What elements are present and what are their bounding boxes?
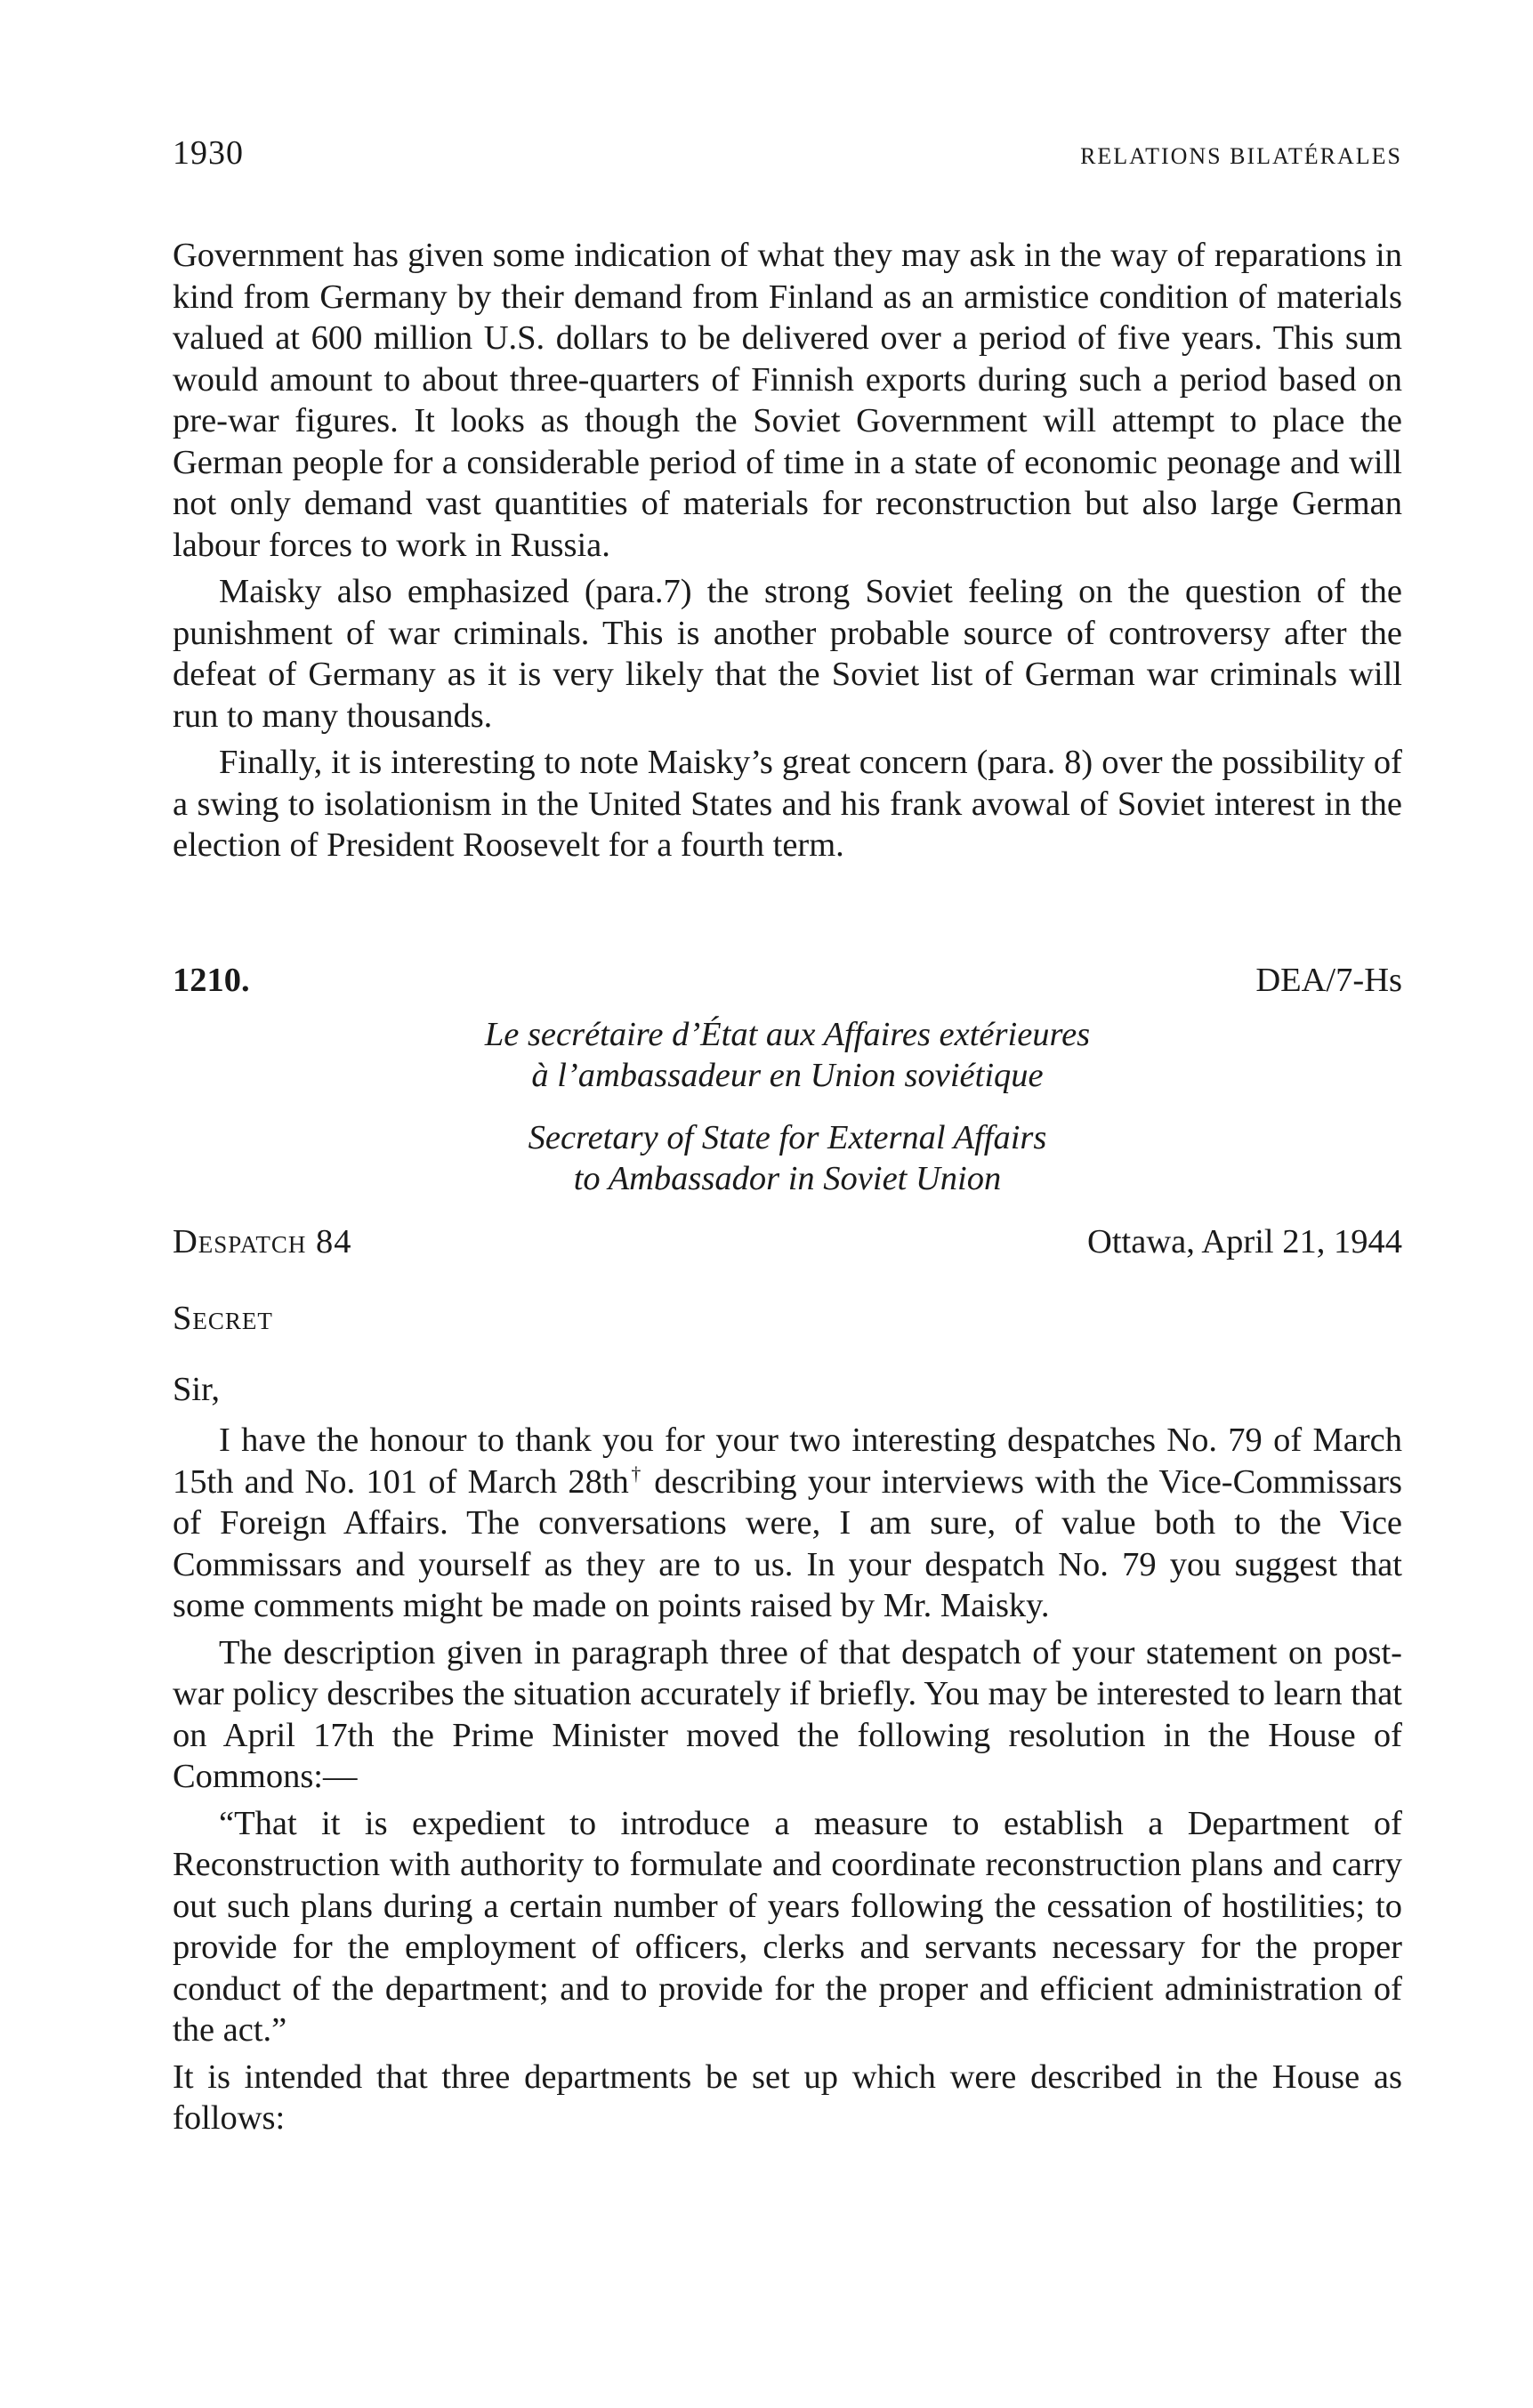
body-paragraph-4: It is intended that three departments be set up which were described in the House as follows: <box>173 2058 1402 2137</box>
despatch-label: Despatch 84 <box>173 1223 352 1260</box>
title-english-line-1: Secretary of State for External Affairs <box>528 1119 1047 1156</box>
file-reference: DEA/7-Hs <box>1255 962 1402 999</box>
running-head: RELATIONS BILATÉRALES <box>1080 143 1402 169</box>
document-title-english <box>173 1117 1402 1199</box>
continued-text <box>173 235 1402 866</box>
classification-row <box>173 1299 1402 1338</box>
body-paragraph-1-part-1: I have the honour to thank you for your two interesting despatches No. 79 of March 15th and No. 101 of March 28th <box>173 1421 1402 1501</box>
page-number: 1930 <box>173 134 244 172</box>
salutation-row <box>173 1370 1402 1409</box>
continued-paragraph-2: Maisky also emphasized (para.7) the strong Soviet feeling on the question of the punishment of war criminals. This is another probable source of controversy after the defeat of Germany as it is very likely that the Soviet list of German war criminals will run to many thousands. <box>173 573 1402 735</box>
document-title-french <box>173 1014 1402 1096</box>
classification: Secret <box>173 1300 273 1337</box>
despatch-row <box>173 1222 1402 1261</box>
place-date: Ottawa, April 21, 1944 <box>1087 1223 1402 1260</box>
title-french-line-1: Le secrétaire d’État aux Affaires extérieures <box>484 1016 1091 1053</box>
body-paragraph-2: The description given in paragraph three of that despatch of your statement on post-war policy describes the situation accurately if briefly. You may be interested to learn that on April 17th the Prime Minister moved the following resolution in the House of Commons:— <box>173 1633 1402 1795</box>
continued-paragraph-1: Government has given some indication of what they may ask in the way of reparations in kind from Germany by their demand from Finland as an armistice condition of materials valued at 600 million U.S. dollars to be delivered over a period of five years. This sum would amount to about three-quarters of Finnish exports during such a period based on pre-war figures. It looks as though the Soviet Government will attempt to place the German people for a considerable period of time in a state of economic peonage and will not only demand vast quantities of materials for reconstruction but also large German labour forces to work in Russia. <box>173 237 1402 564</box>
letter-body <box>173 1420 1402 2139</box>
document-heading-row <box>173 961 1402 1000</box>
dagger-note-mark: † <box>628 1462 643 1485</box>
body-paragraph-3: “That it is expedient to introduce a measure to establish a Department of Reconstruction with authority to formulate and coordinate reconstruction plans and carry out such plans during a certain number of years following the cessation of hostilities; to provide for the employment of officers, clerks and servants necessary for the proper conduct of the department; and to provide for the proper and efficient administration of the act.” <box>173 1804 1402 2049</box>
page-header <box>173 133 1402 173</box>
title-english-line-2: to Ambassador in Soviet Union <box>573 1160 1002 1197</box>
document-number: 1210. <box>173 962 250 999</box>
body-paragraph-1 <box>173 1420 1402 1627</box>
title-french-line-2: à l’ambassadeur en Union soviétique <box>531 1057 1044 1094</box>
continued-paragraph-3: Finally, it is interesting to note Maisky’s great concern (para. 8) over the possibility of a swing to isolationism in the United States and his frank avowal of Soviet interest in the election of President Roosevelt for a fourth term. <box>173 744 1402 864</box>
salutation: Sir, <box>173 1371 221 1408</box>
body-paragraph-1-part-2: describing your interviews with the Vice-Commissars of Foreign Affairs. The conversations were, I am sure, of value both to the Vice Commissars and yourself as they are to us. In your despatch No. 79 you suggest that some comments might be made on points raised by Mr. Maisky. <box>173 1462 1402 1624</box>
